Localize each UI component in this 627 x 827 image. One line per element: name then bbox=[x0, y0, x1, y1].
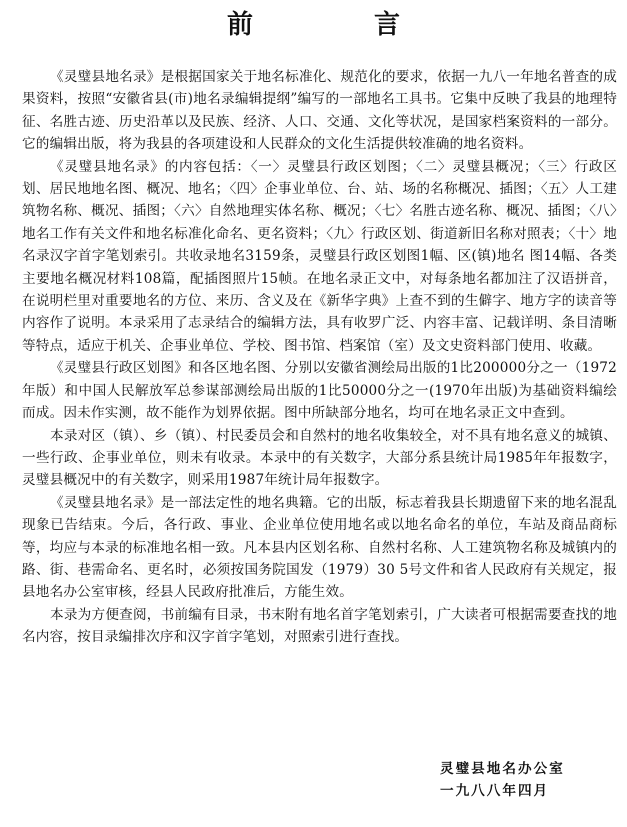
signature-office: 灵璧县地名办公室 bbox=[440, 761, 565, 777]
paragraph-1: 《灵璧县地名录》是根据国家关于地名标准化、规范化的要求，依据一九八一年地名普查的成果资料，按照“安徽省县(市)地名录编辑提纲”编写的一部地名工具书。它集中反映了我县的地理特征、名胜古迹、历史沿革以及民族、经济、人口、交通、文化等状况，是国家档案资料的一部分。它的编辑出版，将为我县的各项建设和人民群众的文化生活提供较准确的地名资料。 bbox=[22, 69, 617, 153]
paragraph-5: 《灵璧县地名录》是一部法定性的地名典籍。它的出版，标志着我县长期遗留下来的地名混乱现象已告结束。今后，各行政、事业、企业单位使用地名或以地名命名的单位，车站及商品商标等，均应与本录的标准地名相一致。凡本县内区划名称、自然村名称、人工建筑物名称及城镇内的路、街、巷需命名、更名时，必须按国务院国发（1979）30 5号文件和省人民政府有关规定，报县地名办公室审核，经县人民政府批准后，方能生效。 bbox=[22, 494, 617, 601]
paragraph-3: 《灵璧县行政区划图》和各区地名图、分别以安徽省测绘局出版的1比200000分之一（1972年版）和中国人民解放军总参谋部测绘局出版的1比50000分之一(1970年出版)为基础资料编绘而成。因未作实测，故不能作为划界依据。图中所缺部分地名，均可在地名录正文中查到。 bbox=[22, 360, 617, 422]
page-title: 前 言 bbox=[226, 10, 457, 40]
paragraph-2: 《灵璧县地名录》的内容包括：〈一〉灵璧县行政区划图；〈二〉灵璧县概况；〈三〉行政区划、居民地地名图、概况、地名；〈四〉企事业单位、台、站、场的名称概况、插图；〈五〉人工建筑物名称、概况、插图；〈六〉自然地理实体名称、概况；〈七〉名胜古迹名称、概况、插图；〈八〉地名工作有关文件和地名标准化命名、更名资料；〈九〉行政区划、街道新旧名称对照表；〈十〉地名录汉字首字笔划索引。共收录地名3159条，灵璧县行政区划图1幅、区(镇)地名 图14幅、各类主要地名概况材料108篇，配插图照片15帧。在地名录正文中，对每条地名都加注了汉语拼音，在说明栏里对重要地名的方位、来历、含义及在《新华字典》上查不到的生僻字、地方字的读音等内容作了说明。本录采用了志录结合的编辑方法，具有收罗广泛、内容丰富、记载详明、条目清晰等特点，适应于机关、企事业单位、学校、图书馆、档案馆（室）及文史资料部门使用、收藏。 bbox=[22, 158, 617, 354]
paragraph-6: 本录为方便查阅，书前编有目录，书末附有地名首字笔划索引，广大读者可根据需要查找的地名内容，按目录编排次序和汉字首字笔划，对照索引进行查找。 bbox=[22, 606, 617, 646]
paragraph-4: 本录对区（镇）、乡（镇）、村民委员会和自然村的地名收集较全，对不具有地名意义的城镇、一些行政、企事业单位，则未有收录。本录中的有关数字，大部分系县统计局1985年年报数字，灵璧县概况中的有关数字，则采用1987年统计局年报数字。 bbox=[22, 427, 617, 489]
signature-date: 一九八八年四月 bbox=[440, 783, 550, 799]
signature-block bbox=[440, 758, 620, 802]
document-body bbox=[22, 66, 617, 649]
